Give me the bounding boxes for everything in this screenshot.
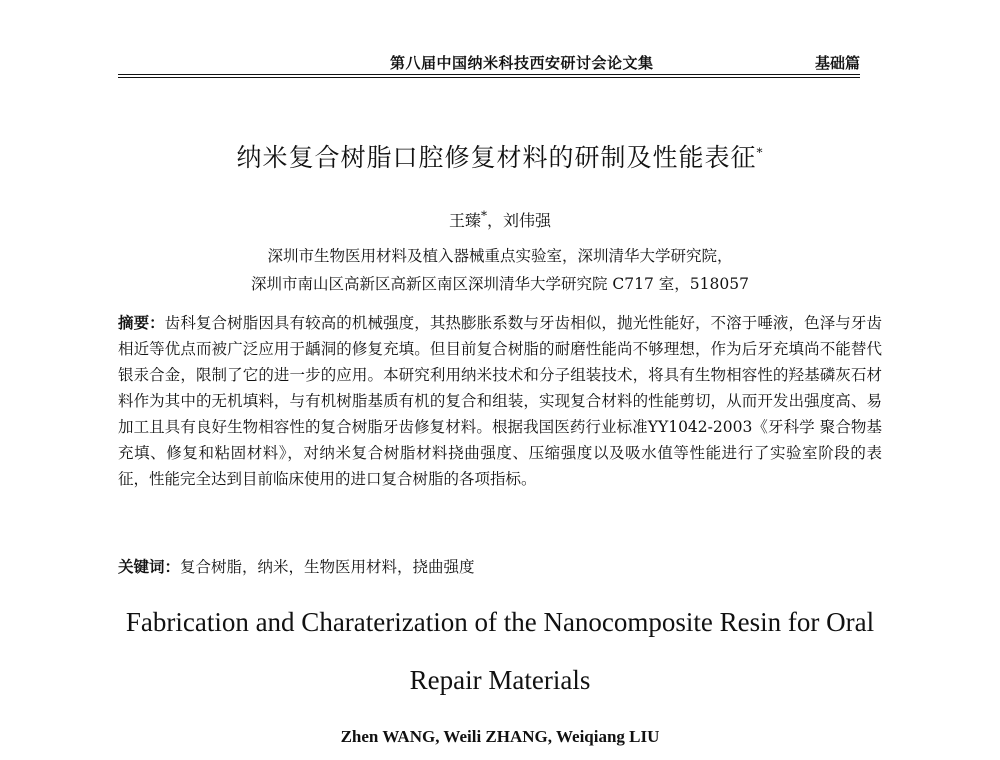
affiliation-line-1: 深圳市生物医用材料及植入器械重点实验室，深圳清华大学研究院， bbox=[267, 247, 733, 265]
conference-title: 第八届中国纳米科技西安研讨会论文集 bbox=[390, 54, 654, 72]
keywords-label: 关键词： bbox=[118, 557, 181, 576]
abstract bbox=[118, 310, 882, 492]
authors-cn bbox=[0, 208, 1000, 231]
paper-title-en-line-1: Fabrication and Charaterization of the Nanocomposite Resin for Oral bbox=[125, 607, 875, 637]
author-rest: ，刘伟强 bbox=[487, 211, 552, 230]
author-mark: * bbox=[481, 208, 487, 223]
paper-title-cn bbox=[0, 138, 1000, 174]
keywords bbox=[118, 555, 882, 577]
title-cn-text: 纳米复合树脂口腔修复材料的研制及性能表征 bbox=[236, 143, 757, 172]
title-footnote-mark: * bbox=[756, 145, 764, 160]
affiliation-line-2: 深圳市南山区高新区高新区南区深圳清华大学研究院 C717 室，518057 bbox=[251, 275, 749, 293]
author-1: 王臻 bbox=[448, 211, 481, 230]
paper-title-en-line-2: Repair Materials bbox=[409, 665, 591, 695]
abstract-text: 齿科复合树脂因具有较高的机械强度，其热膨胀系数与牙齿相似，抛光性能好，不溶于唾液，色泽与牙齿相近等优点而被广泛应用于龋洞的修复充填。但目前复合树脂的耐磨性能尚不够理想，作为后牙充填尚不能替代银汞合金，限制了它的进一步的应用。本研究利用纳米技术和分子组装技术，将具有生物相容性的羟基磷灰石材料作为其中的无机填料，与有机树脂基质有机的复合和组装，实现复合材料的性能剪切，从而开发出强度高、易加工且具有良好生物相容性的复合树脂牙齿修复材料。根据我国医药行业标准YY1042-2003《牙科学 聚合物基充填、修复和粘固材料》，对纳米复合树脂材料挠曲强度、压缩强度以及吸水值等性能进行了实验室阶段的表征，性能完全达到目前临床使用的进口复合树脂的各项指标。 bbox=[118, 314, 882, 488]
authors-en: Zhen WANG, Weili ZHANG, Weiqiang LIU bbox=[340, 727, 660, 746]
keywords-text: 复合树脂，纳米，生物医用材料，挠曲强度 bbox=[180, 558, 475, 576]
running-header bbox=[118, 50, 860, 78]
section-name: 基础篇 bbox=[814, 54, 860, 72]
abstract-label: 摘要： bbox=[118, 313, 165, 332]
